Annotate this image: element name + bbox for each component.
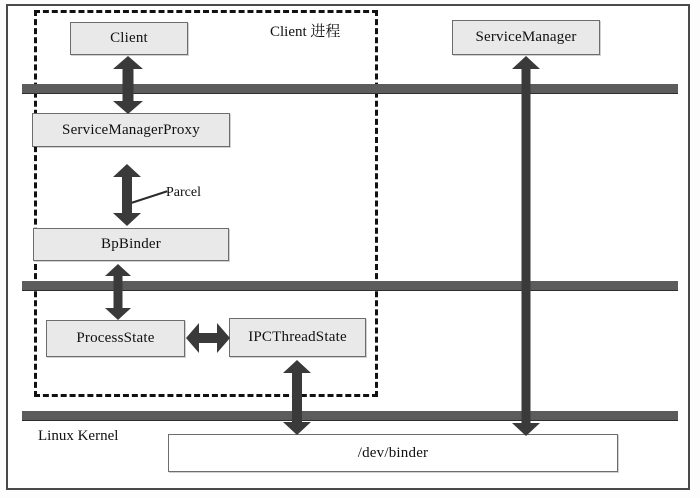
- layer-bar-bottom: [22, 411, 678, 420]
- parcel-label: Parcel: [166, 185, 201, 200]
- box-ipc-thread-state[interactable]: IPCThreadState: [229, 318, 366, 357]
- arrow-servicemanager-to-devbinder: [512, 56, 540, 436]
- arrow-processstate-to-ipcthreadstate: [186, 323, 230, 353]
- box-process-state[interactable]: ProcessState: [46, 320, 185, 357]
- box-service-manager[interactable]: ServiceManager: [452, 20, 600, 55]
- arrow-bpbinder-to-processstate: [105, 264, 131, 320]
- arrow-ipcthreadstate-to-devbinder: [283, 360, 311, 435]
- box-bp-binder[interactable]: BpBinder: [33, 228, 229, 261]
- client-process-label: Client 进程: [270, 24, 341, 40]
- arrow-proxy-to-bpbinder: [113, 164, 141, 226]
- arrow-client-to-proxy: [113, 56, 143, 114]
- box-dev-binder[interactable]: /dev/binder: [168, 434, 618, 472]
- box-client[interactable]: Client: [70, 22, 188, 55]
- linux-kernel-label: Linux Kernel: [38, 428, 119, 444]
- box-service-manager-proxy[interactable]: ServiceManagerProxy: [32, 113, 230, 147]
